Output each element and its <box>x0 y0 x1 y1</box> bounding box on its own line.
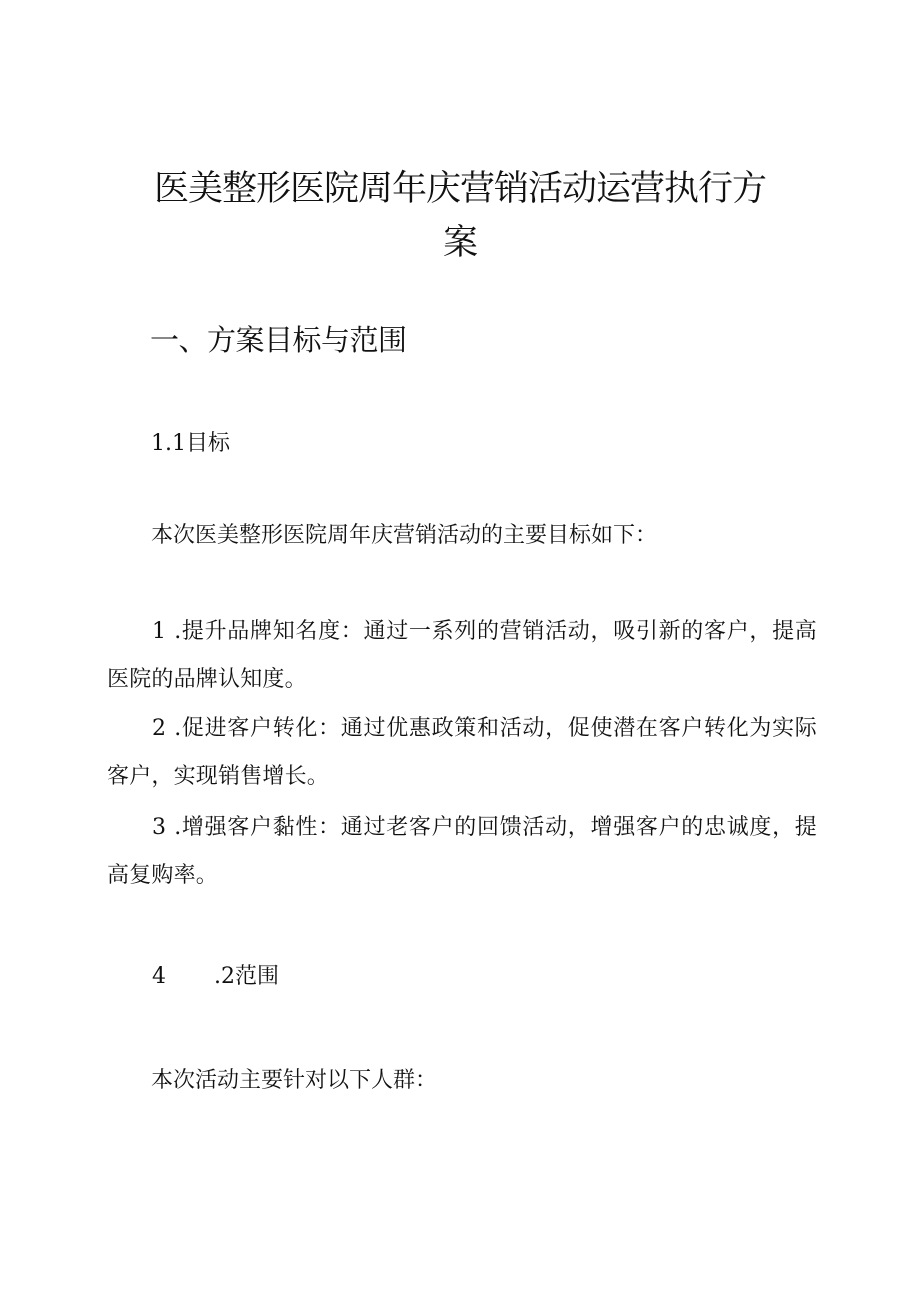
goal-item-2 <box>107 705 817 801</box>
goal-item-text: .增强客户黏性：通过老客户的回馈活动，增强客户的忠诚度，提高复购率。 <box>107 815 817 888</box>
scope-intro-paragraph: 本次活动主要针对以下人群： <box>151 1068 438 1093</box>
goal-item-text: .提升品牌知名度：通过一系列的营销活动，吸引新的客户，提高医院的品牌认知度。 <box>107 619 817 692</box>
goal-item-3 <box>107 804 817 900</box>
goal-item-number: 1 <box>152 619 167 644</box>
goal-item-number: 3 <box>152 815 167 840</box>
goals-intro-paragraph: 本次医美整形医院周年庆营销活动的主要目标如下： <box>151 523 658 548</box>
subsection-heading-goals: 1.1目标 <box>151 431 230 456</box>
goal-item-1 <box>107 608 817 704</box>
section-heading-objectives-scope: 一、方案目标与范围 <box>150 323 407 357</box>
document-title: 医美整形医院周年庆营销活动运营执行方案 <box>153 169 766 263</box>
goal-item-number: 2 <box>152 716 167 741</box>
scope-heading-number: 4 <box>152 964 166 989</box>
scope-heading-text: .2范围 <box>214 964 279 989</box>
subsection-heading-scope <box>152 962 279 992</box>
goal-item-text: .促进客户转化：通过优惠政策和活动，促使潜在客户转化为实际客户，实现销售增长。 <box>107 716 817 789</box>
